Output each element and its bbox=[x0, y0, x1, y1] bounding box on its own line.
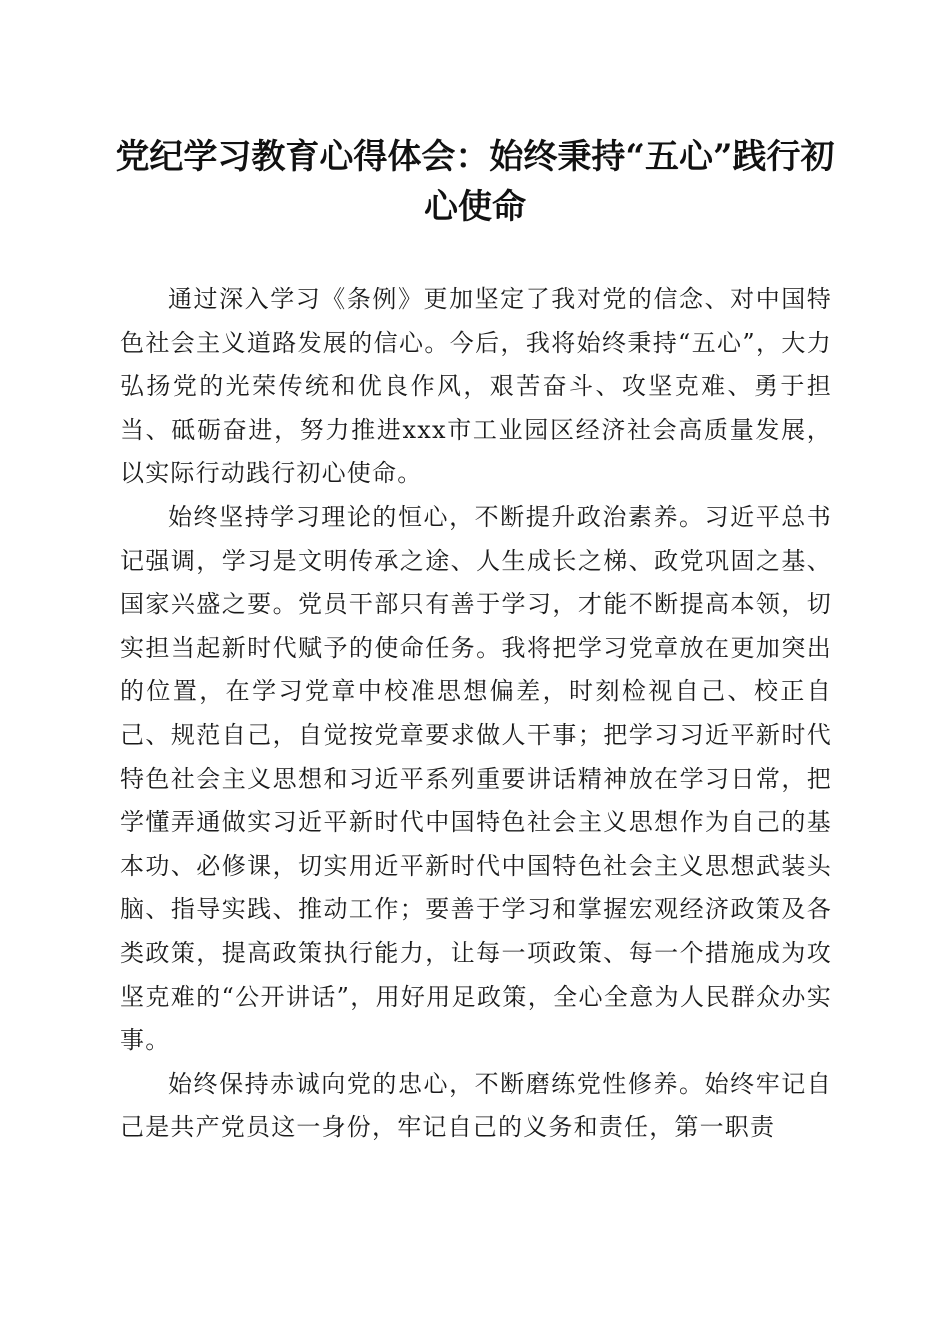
paragraph: 通过深入学习《条例》更加坚定了我对党的信念、对中国特色社会主义道路发展的信心。今后，我将始终秉持“五心”，大力弘扬党的光荣传统和优良作风，艰苦奋斗、攻坚克难、勇于担当、砥砺奋进，努力推进xxx市工业园区经济社会高质量发展，以实际行动践行初心使命。 bbox=[120, 285, 832, 488]
paragraph: 始终坚持学习理论的恒心，不断提升政治素养。习近平总书记强调，学习是文明传承之途、人生成长之梯、政党巩固之基、国家兴盛之要。党员干部只有善于学习，才能不断提高本领，切实担当起新时代赋予的使命任务。我将把学习党章放在更加突出的位置，在学习党章中校准思想偏差，时刻检视自己、校正自己、规范自己，自觉按党章要求做人干事；把学习习近平新时代特色社会主义思想和习近平系列重要讲话精神放在学习日常，把学懂弄通做实习近平新时代中国特色社会主义思想作为自己的基本功、必修课，切实用近平新时代中国特色社会主义思想武装头脑、指导实践、推动工作；要善于学习和掌握宏观经济政策及各类政策，提高政策执行能力，让每一项政策、每一个措施成为攻坚克难的“公开讲话”，用好用足政策，全心全意为人民群众办实事。 bbox=[120, 502, 832, 1055]
document-body bbox=[120, 278, 832, 1150]
paragraph: 始终保持赤诚向党的忠心，不断磨练党性修养。始终牢记自己是共产党员这一身份，牢记自己的义务和责任，第一职责 bbox=[120, 1069, 832, 1142]
document-title: 党纪学习教育心得体会：始终秉持“五心”践行初心使命 bbox=[115, 137, 835, 227]
